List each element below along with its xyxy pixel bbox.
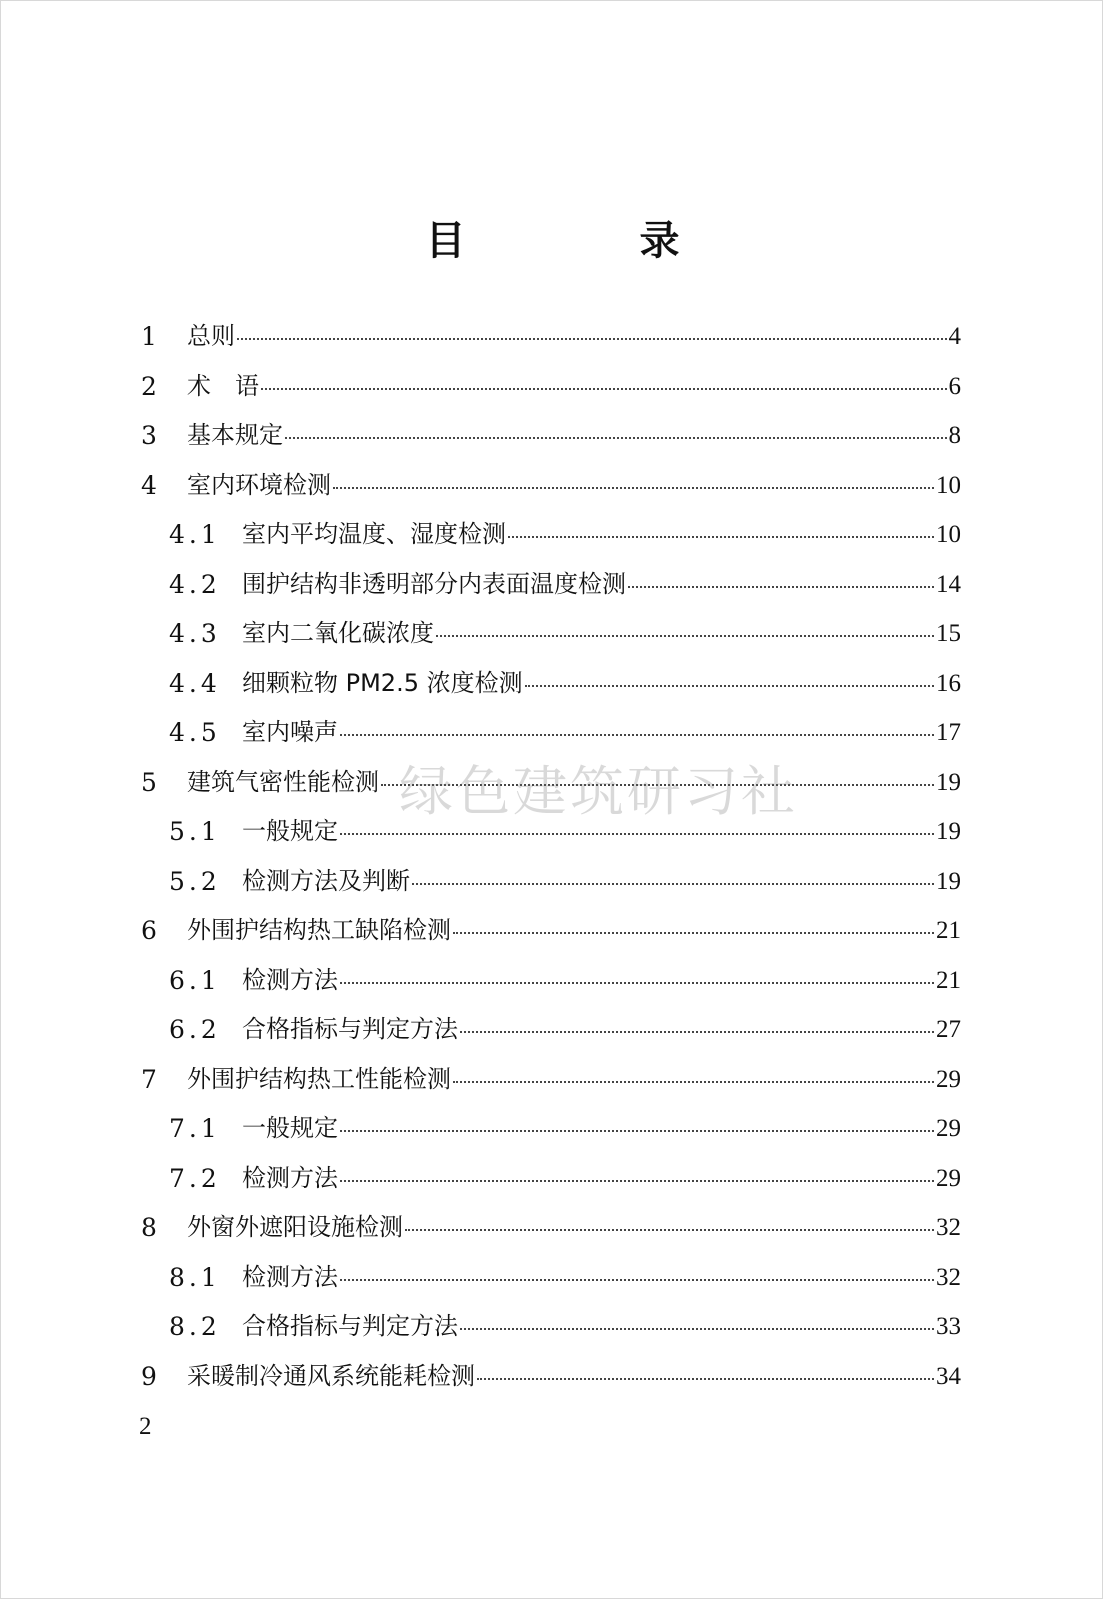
toc-entry-line [187,1203,961,1253]
toc-entry-label: 合格指标与判定方法 [242,1312,458,1340]
toc-entry[interactable] [1,1302,1103,1352]
toc-dot-leader [340,1130,934,1132]
toc-entry-page: 19 [936,867,961,895]
toc-entry-page: 8 [948,422,961,449]
toc-entry-number: 6.1 [169,965,221,995]
toc-entry[interactable] [1,1352,1103,1402]
toc-entry-line [187,362,961,412]
toc-entry-label: 外围护结构热工缺陷检测 [187,916,451,944]
toc-entry-number: 9 [141,1361,157,1391]
toc-entry[interactable] [1,461,1103,511]
toc-entry-page: 15 [936,620,961,647]
toc-entry-label: 检测方法及判断 [242,866,410,895]
toc-entry[interactable] [1,807,1103,857]
toc-entry-line [187,1055,961,1105]
toc-entry[interactable] [1,659,1103,709]
toc-entry-line [242,708,961,758]
toc-entry-number: 8.1 [169,1262,221,1292]
toc-entry-page: 21 [936,966,961,994]
toc-dot-leader [237,338,947,340]
toc-entry-line [242,956,961,1006]
toc-entry-page: 14 [936,570,961,598]
toc-entry-line [242,560,961,610]
toc-entry-page: 32 [936,1263,961,1291]
toc-dot-leader [460,1328,934,1330]
toc-dot-leader [340,1180,934,1182]
toc-entry-label: 外窗外遮阳设施检测 [187,1213,403,1241]
toc-entry-page: 29 [936,1065,961,1093]
toc-entry-line [242,1104,961,1154]
toc-entry-label: 室内环境检测 [187,470,331,499]
toc-entry-page: 33 [936,1313,961,1340]
toc-entry-label: 术 语 [187,371,259,400]
toc-dot-leader [285,437,947,439]
toc-entry[interactable] [1,1253,1103,1303]
toc-entry[interactable] [1,1005,1103,1055]
toc-entry-number: 8.2 [169,1312,221,1341]
toc-entry-page: 17 [936,719,961,746]
toc-entry-line [242,1253,961,1303]
toc-dot-leader [340,734,934,736]
toc-entry-page: 10 [936,521,961,548]
toc-entry-number: 6 [141,916,157,945]
toc-entry-page: 6 [948,372,961,400]
toc-entry-number: 5.1 [169,817,221,846]
toc-entry-page: 16 [936,669,961,697]
toc-dot-leader [340,982,934,984]
toc-entry-page: 32 [936,1214,961,1241]
toc-entry-number: 4.3 [169,619,221,648]
toc-entry-label: 基本规定 [187,421,283,449]
toc-entry-label: 室内二氧化碳浓度 [242,619,434,647]
toc-dot-leader [453,932,934,934]
toc-entry-number: 7.2 [169,1163,221,1193]
toc-entry-number: 8 [141,1213,157,1242]
toc-entry-number: 7 [141,1064,157,1094]
toc-entry[interactable] [1,510,1103,560]
toc-entry[interactable] [1,956,1103,1006]
toc-entry-line [242,807,961,857]
toc-entry[interactable] [1,609,1103,659]
toc-dot-leader [340,1279,934,1281]
toc-entry-label: 外围护结构热工性能检测 [187,1064,451,1093]
toc-entry-label: 室内噪声 [242,718,338,746]
toc-entry-number: 5.2 [169,866,221,896]
toc-dot-leader [525,685,934,687]
toc-entry-line [187,906,961,956]
toc-entry-line [242,510,961,560]
toc-entry[interactable] [1,411,1103,461]
toc-entry-line [187,758,961,808]
toc-entry[interactable] [1,1154,1103,1204]
toc-entry[interactable] [1,1055,1103,1105]
toc-entry[interactable] [1,312,1103,362]
toc-entry-label: 室内平均温度、湿度检测 [242,520,506,548]
toc-entry-line [242,659,961,709]
toc-entry-label: 围护结构非透明部分内表面温度检测 [242,569,626,598]
toc-entry[interactable] [1,758,1103,808]
toc-entry-line [242,857,961,907]
toc-entry-page: 10 [936,471,961,499]
toc-entry-line [187,411,961,461]
toc-dot-leader [405,1229,934,1231]
toc-entry-page: 29 [936,1115,961,1142]
toc-entry[interactable] [1,362,1103,412]
toc-entry-number: 4.4 [169,668,221,698]
toc-entry-page: 21 [936,917,961,944]
toc-entry-number: 4 [141,470,157,500]
page-title: 目 录 [425,218,760,264]
toc-entry-number: 4.5 [169,718,221,747]
footer-page-number: 2 [139,1413,152,1440]
toc-entry-number: 7.1 [169,1114,221,1143]
toc-entry-page: 34 [936,1362,961,1390]
toc-entry-page: 19 [936,768,961,796]
toc-entry-line [187,1352,961,1402]
toc-entry-label: 总则 [187,322,235,350]
toc-entry[interactable] [1,906,1103,956]
toc-dot-leader [436,635,934,637]
toc-entry-label: 合格指标与判定方法 [242,1015,458,1043]
toc-dot-leader [628,586,934,588]
toc-entry[interactable] [1,1203,1103,1253]
toc-entry-label: 采暖制冷通风系统能耗检测 [187,1361,475,1390]
toc-entry-line [242,609,961,659]
toc-entry-label: 细颗粒物 PM2.5 浓度检测 [242,668,523,697]
toc-entry-page: 29 [936,1164,961,1192]
watermark: 绿色建筑研习社 [399,760,798,823]
toc-entry-label: 检测方法 [242,965,338,994]
toc-dot-leader [460,1031,934,1033]
toc-entry-line [242,1302,961,1352]
toc-dot-leader [453,1081,934,1083]
toc-dot-leader [333,487,934,489]
toc-entry-line [242,1154,961,1204]
toc-entry[interactable] [1,560,1103,610]
toc-entry-number: 4.2 [169,569,221,599]
toc-entry-label: 检测方法 [242,1163,338,1192]
toc-dot-leader [477,1378,934,1380]
toc-dot-leader [508,536,934,538]
toc-entry-page: 19 [936,818,961,845]
toc-entry[interactable] [1,1104,1103,1154]
toc-dot-leader [412,883,934,885]
toc-entry-line [242,1005,961,1055]
toc-entry-number: 4.1 [169,520,221,549]
toc-entry-number: 2 [141,371,157,401]
toc-entry-line [187,312,961,362]
toc-entry-number: 6.2 [169,1015,221,1044]
toc-entry[interactable] [1,857,1103,907]
table-of-contents [1,312,1103,1401]
toc-entry-page: 27 [936,1016,961,1043]
toc-dot-leader [261,388,947,390]
toc-entry-label: 建筑气密性能检测 [187,767,379,796]
toc-dot-leader [340,833,934,835]
toc-entry[interactable] [1,708,1103,758]
toc-entry-number: 5 [141,767,157,797]
toc-entry-line [187,461,961,511]
toc-entry-label: 检测方法 [242,1262,338,1291]
toc-entry-number: 1 [141,322,157,351]
toc-dot-leader [381,784,934,786]
toc-entry-page: 4 [948,323,961,350]
toc-entry-label: 一般规定 [242,1114,338,1142]
toc-entry-label: 一般规定 [242,817,338,845]
toc-entry-number: 3 [141,421,157,450]
